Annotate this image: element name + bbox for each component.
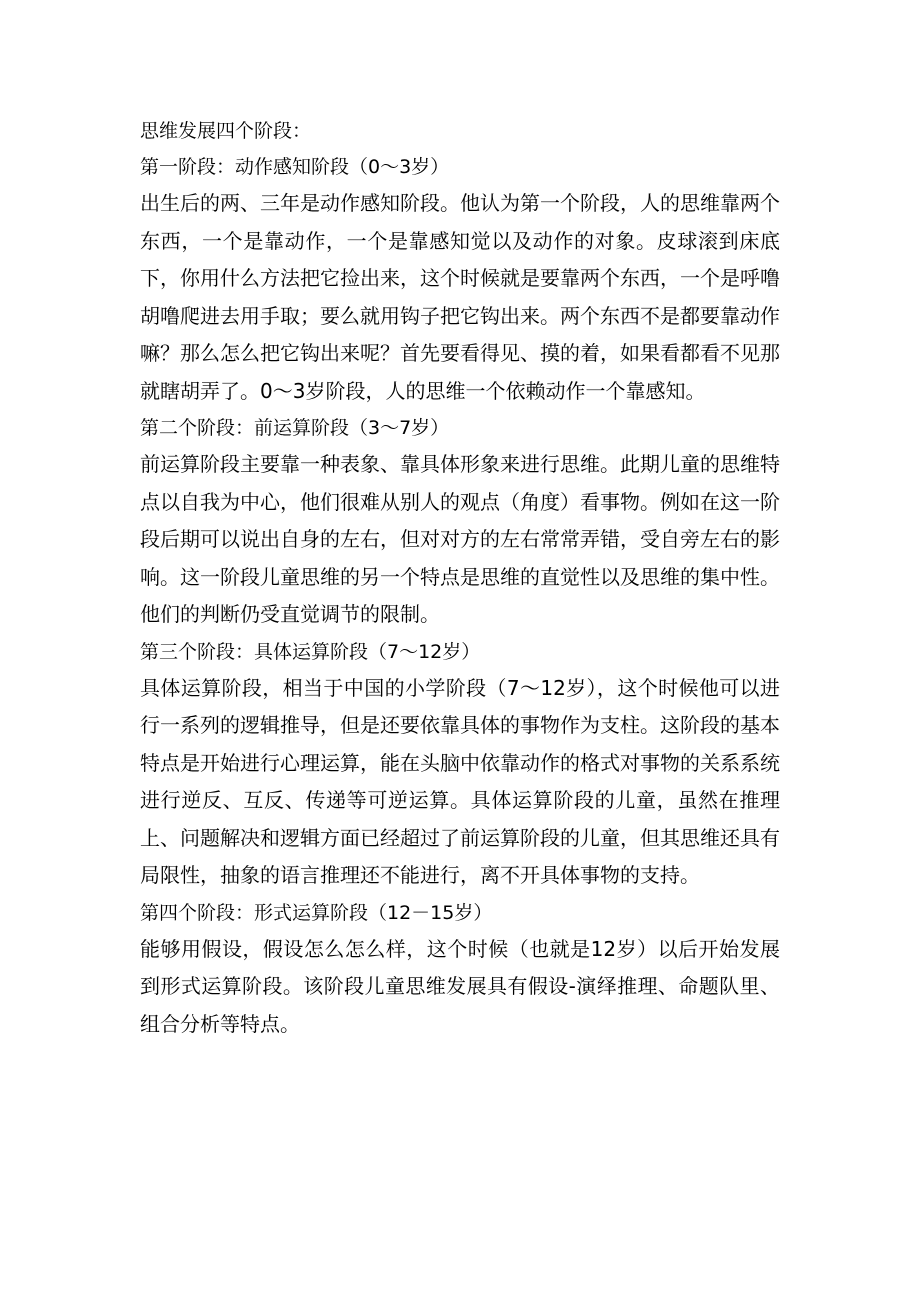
document-page xyxy=(140,113,780,1043)
stage-1-body: 出生后的两、三年是动作感知阶段。他认为第一个阶段，人的思维靠两个东西，一个是靠动作，一个是靠感知觉以及动作的对象。皮球滚到床底下，你用什么方法把它捡出来，这个时候就是要靠两个东西，一个是呼噜胡噜爬进去用手取；要么就用钩子把它钩出来。两个东西不是都要靠动作嘛？那么怎么把它钩出来呢？首先要看得见、摸的着，如果看都看不见那就瞎胡弄了。0～3岁阶段，人的思维一个依赖动作一个靠感知。 xyxy=(140,191,780,403)
stage-4-heading: 第四个阶段：形式运算阶段（12－15岁） xyxy=(140,901,493,924)
stage-3-body: 具体运算阶段，相当于中国的小学阶段（7～12岁），这个时候他可以进行一系列的逻辑推导，但是还要依靠具体的事物作为支柱。这阶段的基本特点是开始进行心理运算，能在头脑中依靠动作的格式对事物的关系系统进行逆反、互反、传递等可逆运算。具体运算阶段的儿童，虽然在推理上、问题解决和逻辑方面已经超过了前运算阶段的儿童，但其思维还具有局限性，抽象的语言推理还不能进行，离不开具体事物的支持。 xyxy=(140,675,780,887)
stage-3-heading: 第三个阶段：具体运算阶段（7～12岁） xyxy=(140,640,481,663)
stage-2-body: 前运算阶段主要靠一种表象、靠具体形象来进行思维。此期儿童的思维特点以自我为中心，他们很难从别人的观点（角度）看事物。例如在这一阶段后期可以说出自身的左右，但对对方的左右常常弄错，受自旁左右的影响。这一阶段儿童思维的另一个特点是思维的直觉性以及思维的集中性。他们的判断仍受直觉调节的限制。 xyxy=(140,452,780,626)
stage-4-body: 能够用假设，假设怎么怎么样，这个时候（也就是12岁）以后开始发展到形式运算阶段。该阶段儿童思维发展具有假设-演绎推理、命题队里、组合分析等特点。 xyxy=(140,936,780,1036)
stage-2-heading: 第二个阶段：前运算阶段（3～7岁） xyxy=(140,417,450,439)
document-title: 思维发展四个阶段： xyxy=(140,120,312,142)
stage-1-heading: 第一阶段：动作感知阶段（0～3岁） xyxy=(140,156,450,178)
